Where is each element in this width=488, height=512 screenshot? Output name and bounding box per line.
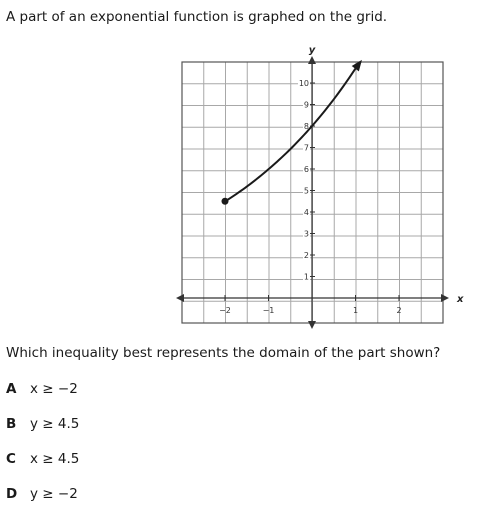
y-axis-bottom-arrow: [308, 321, 316, 329]
choice-b-letter: B: [6, 416, 17, 432]
choice-d-letter: D: [6, 486, 18, 502]
curve-start-point: [222, 198, 229, 205]
y-tick-label: 7: [303, 143, 309, 153]
choice-a[interactable]: [6, 379, 78, 399]
y-tick-label: 2: [303, 251, 309, 260]
choice-c-letter: C: [6, 451, 16, 467]
choice-b[interactable]: [6, 414, 79, 434]
choice-d-text: y ≥ −2: [30, 486, 78, 502]
y-axis-label: y: [308, 45, 316, 56]
x-tick-label: 2: [396, 306, 402, 315]
choice-b-text: y ≥ 4.5: [30, 416, 80, 432]
prompt-text: A part of an exponential function is graphed on the grid.: [6, 9, 388, 25]
y-tick-label: 3: [303, 229, 309, 239]
x-axis-right-arrow: [441, 294, 449, 302]
y-tick-label: 5: [303, 186, 309, 196]
y-tick-label: 4: [303, 208, 309, 217]
y-tick-label: 6: [303, 165, 309, 174]
x-axis-label: x: [457, 294, 464, 305]
choice-c[interactable]: [6, 449, 79, 469]
choice-c-text: x ≥ 4.5: [30, 451, 80, 467]
choice-a-text: x ≥ −2: [30, 381, 78, 397]
exponential-graph: [170, 42, 464, 332]
choice-d[interactable]: [6, 484, 78, 504]
x-tick-label: −1: [262, 306, 275, 315]
y-tick-label: 10: [298, 79, 309, 88]
x-tick-label: −2: [219, 306, 231, 315]
y-tick-label: 8: [303, 122, 309, 131]
question-text: Which inequality best represents the domain of the part shown?: [6, 345, 441, 361]
x-tick-label: 1: [352, 306, 359, 315]
y-axis-top-arrow: [308, 56, 316, 64]
y-tick-label: 1: [303, 272, 309, 282]
x-axis-left-arrow: [176, 294, 184, 302]
y-tick-label: 9: [303, 100, 309, 110]
choice-a-letter: A: [6, 381, 17, 397]
exponential-curve: [225, 62, 361, 202]
